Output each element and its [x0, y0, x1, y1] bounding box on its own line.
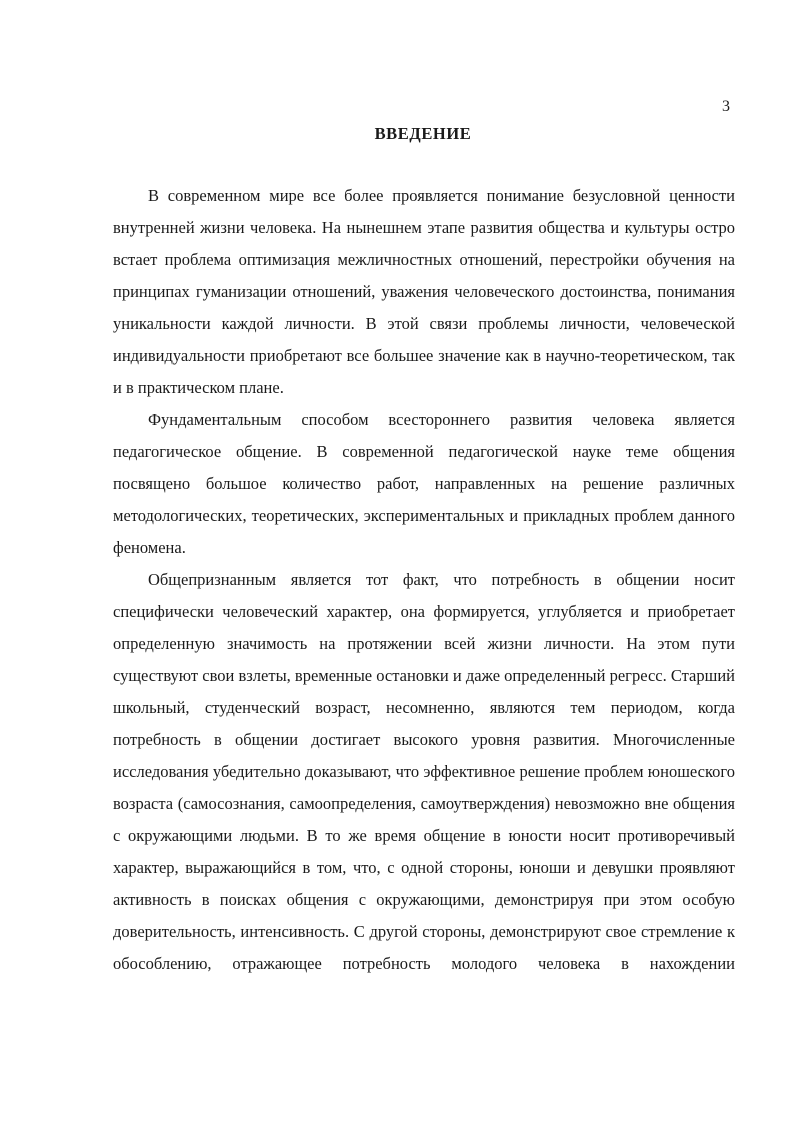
paragraph-3: Общепризнанным является тот факт, что потребность в общении носит специфически человеческий характер, она формируется, углубляется и приобретает определенную значимость на протяжении всей жизни личности. На этом пути существуют свои взлеты, временные остановки и даже определенный регресс. Старший школьный, студенческий возраст, несомненно, являются тем периодом, когда потребность в общении достигает высокого уровня развития. Многочисленные исследования убедительно доказывают, что эффективное решение проблем юношеского возраста (самосознания, самоопределения, самоутверждения) невозможно вне общения с окружающими людьми. В то же время общение в юности носит противоречивый характер, выражающийся в том, что, с одной стороны, юноши и девушки проявляют активность в поисках общения с окружающими, демонстрируя при этом особую доверительность, интенсивность. С другой стороны, демонстрируют свое стремление к обособлению, отражающее потребность молодого человека в нахождении	[113, 570, 735, 973]
page-title: ВВЕДЕНИЕ	[374, 124, 472, 143]
page-number: 3	[722, 98, 730, 115]
paragraph-1: В современном мире все более проявляется понимание безусловной ценности внутренней жизни человека. На нынешнем этапе развития общества и культуры остро встает проблема оптимизация межличностных отношений, перестройки обучения на принципах гуманизации отношений, уважения человеческого достоинства, понимания уникальности каждой личности. В этой связи проблемы личности, человеческой индивидуальности приобретают все большее значение как в научно-теоретическом, так и в практическом плане.	[113, 186, 735, 397]
body-text	[113, 180, 735, 980]
paragraph-2: Фундаментальным способом всестороннего развития человека является педагогическое общение. В современной педагогической науке теме общения посвящено большое количество работ, направленных на решение различных методологических, теоретических, экспериментальных и прикладных проблем данного феномена.	[113, 410, 735, 557]
